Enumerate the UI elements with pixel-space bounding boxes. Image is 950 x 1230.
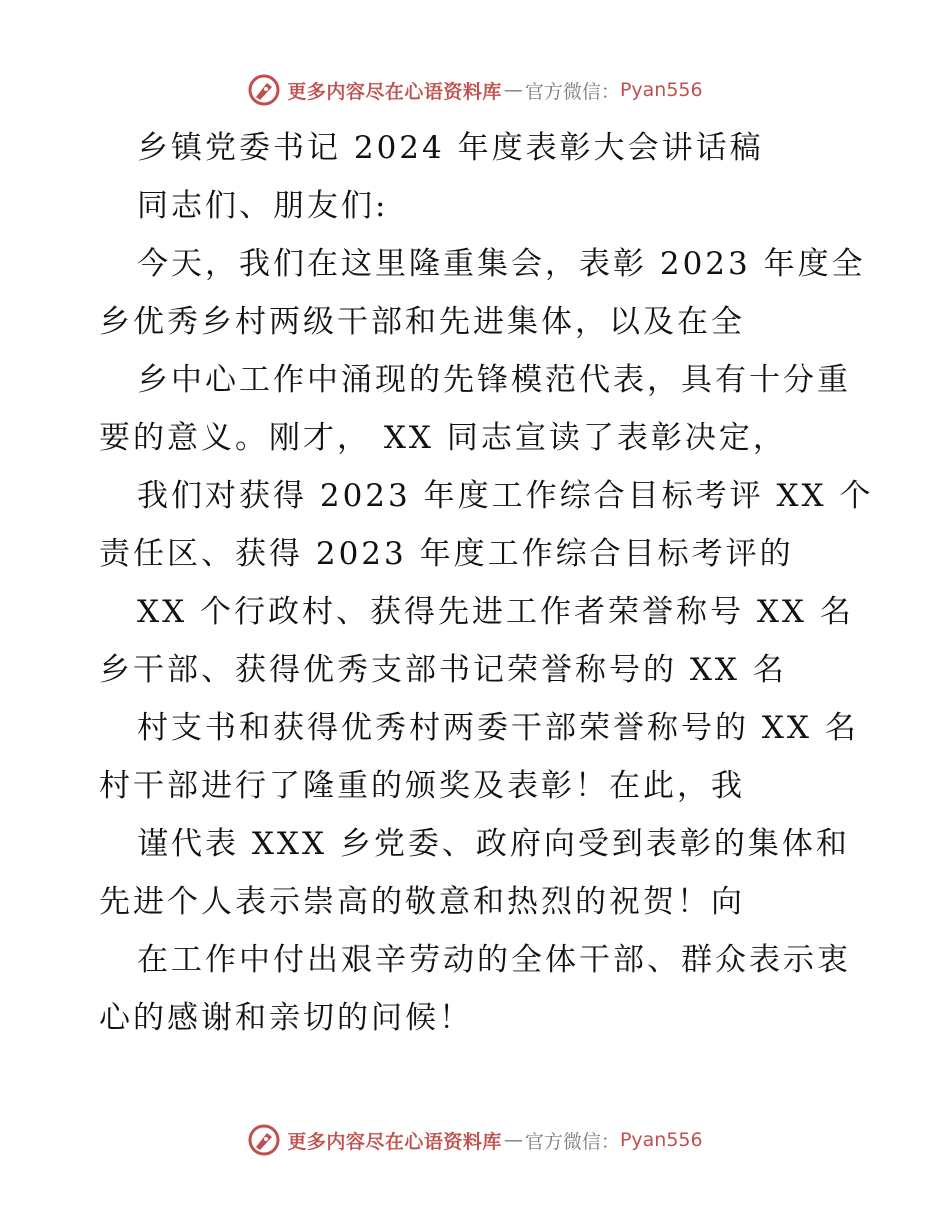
watermark-contact: 官方微信： <box>524 1130 620 1153</box>
paragraph-line: 乡优秀乡村两级干部和先进集体，以及在全 <box>99 304 745 340</box>
paragraph-line: 心的感谢和亲切的问候！ <box>99 1000 473 1036</box>
paragraph-line: 村支书和获得优秀村两委干部荣誉称号的 XX 名 <box>137 710 859 746</box>
header-watermark <box>0 70 950 110</box>
watermark-contact: 官方微信： <box>524 80 620 103</box>
paragraph-line: 我们对获得 2023 年度工作综合目标考评 XX 个 <box>137 478 874 514</box>
paragraph-line: 乡干部、获得优秀支部书记荣誉称号的 XX 名 <box>99 652 787 688</box>
paragraph-line: 先进个人表示崇高的敬意和热烈的祝贺！向 <box>99 884 745 920</box>
pen-nib-logo-icon <box>247 1123 281 1157</box>
paragraph-line: 要的意义。刚才， XX 同志宣读了表彰决定， <box>99 420 787 456</box>
paragraph-line: 今天，我们在这里隆重集会，表彰 2023 年度全 <box>137 246 866 282</box>
footer-watermark <box>0 1120 950 1160</box>
watermark-id: Pyan556 <box>619 1129 703 1151</box>
paragraph-line: 在工作中付出艰辛劳动的全体干部、群众表示衷 <box>137 942 851 978</box>
watermark-text: 更多内容尽在心语资料库 <box>287 80 502 103</box>
paragraph-line: 乡中心工作中涌现的先锋模范代表，具有十分重 <box>137 362 851 398</box>
watermark-text: 更多内容尽在心语资料库 <box>287 1130 502 1153</box>
paragraph-line: 谨代表 XXX 乡党委、政府向受到表彰的集体和 <box>137 826 850 862</box>
pen-nib-logo-icon <box>247 73 281 107</box>
watermark-separator: — <box>503 79 523 101</box>
watermark-separator: — <box>503 1129 523 1151</box>
watermark-id: Pyan556 <box>619 79 703 101</box>
paragraph-line: 村干部进行了隆重的颁奖及表彰！在此，我 <box>99 768 745 804</box>
greeting-line: 同志们、朋友们: <box>137 188 389 224</box>
document-title: 乡镇党委书记 2024 年度表彰大会讲话稿 <box>137 130 764 166</box>
paragraph-line: XX 个行政村、获得先进工作者荣誉称号 XX 名 <box>137 594 854 630</box>
paragraph-line: 责任区、获得 2023 年度工作综合目标考评的 <box>99 536 794 572</box>
